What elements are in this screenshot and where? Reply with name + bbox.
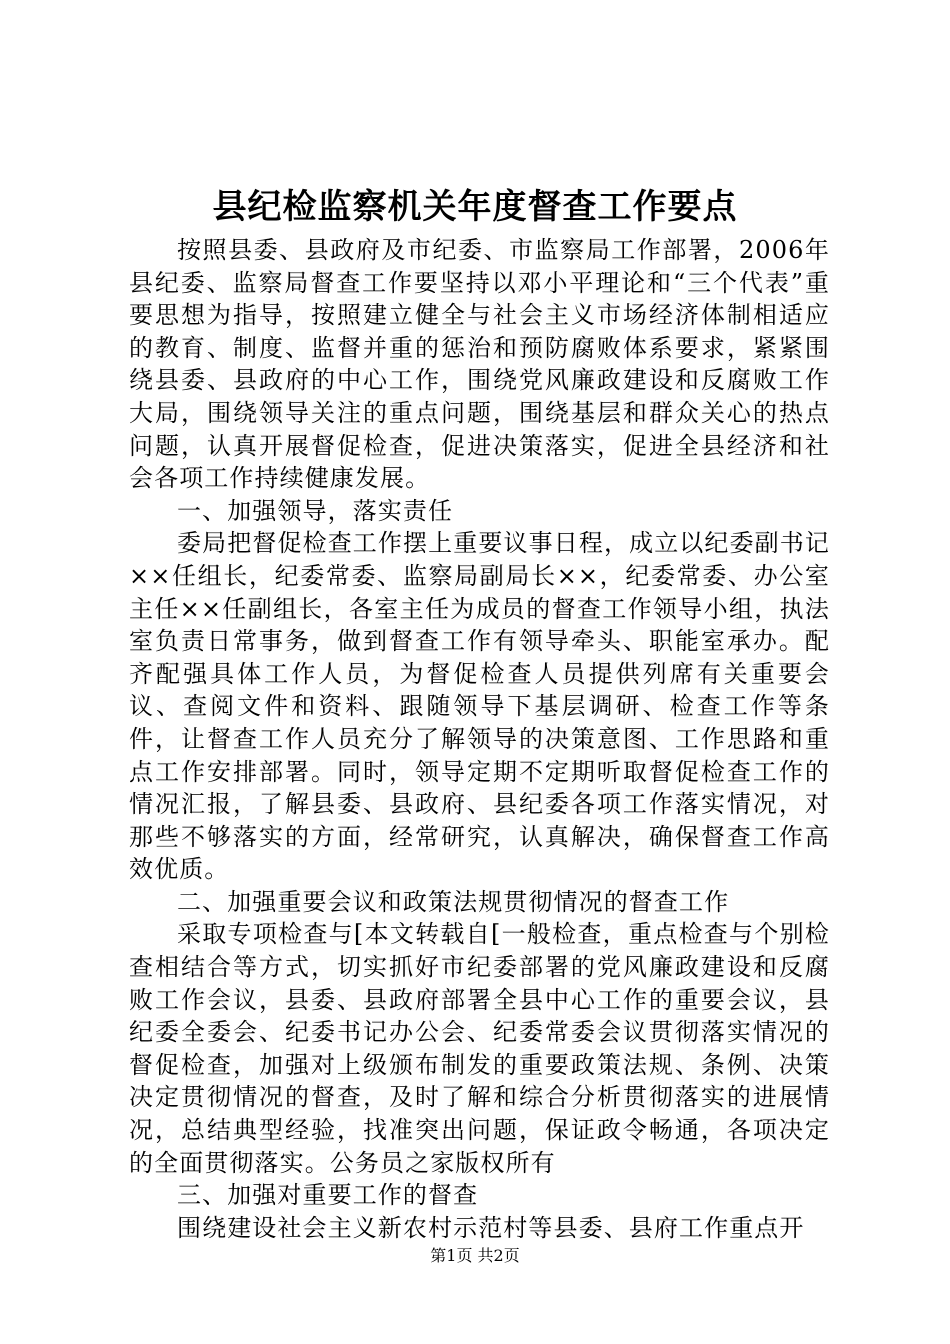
section-paragraph-2: 采取专项检查与[本文转载自[一般检查，重点检查与个别检查相结合等方式，切实抓好市纪委部署的党风廉政建设和反腐败工作会议，县委、县政府部署全县中心工作的重要会议，县纪委全委会、纪委书记办公会、纪委常委会议贯彻落实情况的督促检查，加强对上级颁布制发的重要政策法规、条例、决策决定贯彻情况的督查，及时了解和综合分析贯彻落实的进展情况，总结典型经验，找准突出问题，保证政令畅通，各项决定的全面贯彻落实。公务员之家版权所有 (129, 920, 830, 1177)
section-heading-2: 二、加强重要会议和政策法规贯彻情况的督查工作 (177, 887, 730, 916)
section-heading-1: 一、加强领导，落实责任 (177, 496, 454, 525)
page-footer: 第1页 共2页 (430, 1246, 520, 1265)
section-paragraph-3: 围绕建设社会主义新农村示范村等县委、县府工作重点开 (177, 1213, 805, 1242)
document-body (129, 234, 830, 1244)
section-paragraph-1: 委局把督促检查工作摆上重要议事日程，成立以纪委副书记××任组长，纪委常委、监察局副局长××，纪委常委、办公室主任××任副组长，各室主任为成员的督查工作领导小组，执法室负责日常事务，做到督查工作有领导牵头、职能室承办。配齐配强具体工作人员，为督促检查人员提供列席有关重要会议、查阅文件和资料、跟随领导下基层调研、检查工作等条件，让督查工作人员充分了解领导的决策意图、工作思路和重点工作安排部署。同时，领导定期不定期听取督促检查工作的情况汇报，了解县委、县政府、县纪委各项工作落实情况，对那些不够落实的方面，经常研究，认真解决，确保督查工作高效优质。 (129, 529, 830, 884)
section-heading-3: 三、加强对重要工作的督查 (177, 1181, 479, 1210)
document-title: 县纪检监察机关年度督查工作要点 (212, 187, 738, 227)
intro-paragraph: 按照县委、县政府及市纪委、市监察局工作部署，2006年县纪委、监察局督查工作要坚持以邓小平理论和“三个代表”重要思想为指导，按照建立健全与社会主义市场经济体制相适应的教育、制度、监督并重的惩治和预防腐败体系要求，紧紧围绕县委、县政府的中心工作，围绕党风廉政建设和反腐败工作大局，围绕领导关注的重点问题，围绕基层和群众关心的热点问题，认真开展督促检查，促进决策落实，促进全县经济和社会各项工作持续健康发展。 (129, 236, 830, 493)
